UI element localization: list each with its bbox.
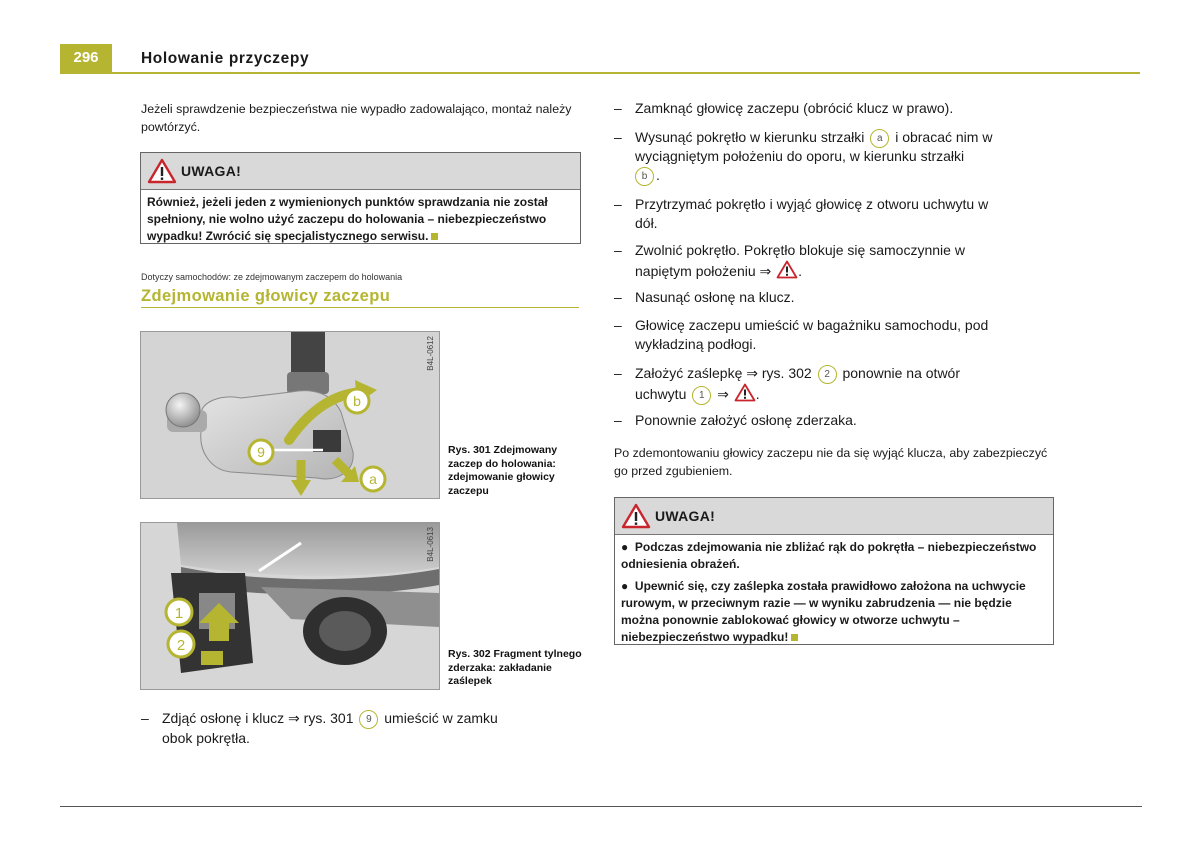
svg-text:2: 2 <box>176 637 186 654</box>
svg-text:1: 1 <box>174 605 184 622</box>
step-line: dół. <box>635 215 658 231</box>
warning-box-2 <box>614 497 1054 645</box>
step-text: ⇒ <box>717 386 729 402</box>
warning-text <box>615 535 1053 651</box>
step-remove-key <box>141 709 581 749</box>
svg-text:a: a <box>369 471 377 487</box>
step-line <box>635 260 802 282</box>
warning-item-text: Upewnić się, czy zaślepka została prawidłowo założona na uchwycie rurowym, w przeciwnym razie — w wyniku zabrudzenia — nie będzie można ponownie zablokować głowicy w otworze uchwytu – niebezpieczeństwo wypadku! <box>621 579 1026 644</box>
step-text: Ponownie założyć osłonę zderzaka. <box>635 412 857 428</box>
section-title: Zdejmowanie głowicy zaczepu <box>141 287 391 305</box>
warning-text-content: Również, jeżeli jeden z wymienionych punktów sprawdzania nie został spełniony, nie wolno użyć zaczepu do holowania – niebezpieczeństwo wypadku! Zwrócić się specjalistycznego serwisu. <box>147 195 548 243</box>
footer-rule <box>60 806 1142 807</box>
step-text: . <box>755 386 760 402</box>
step-remove-head <box>614 195 1054 235</box>
intro-paragraph: Jeżeli sprawdzenie bezpieczeństwa nie wypadło zadowalająco, montaż należy powtórzyć. <box>141 102 572 134</box>
step-line <box>635 128 992 148</box>
step-line <box>162 709 498 729</box>
warning-triangle-icon <box>147 158 177 184</box>
figure-302 <box>140 522 440 690</box>
label-b <box>345 389 369 413</box>
callout-1: 1 <box>692 386 711 405</box>
warning-title: UWAGA! <box>181 163 242 179</box>
figure-code: B4L-0612 <box>426 336 435 371</box>
step-text: Założyć zaślepkę ⇒ rys. 302 <box>635 365 812 381</box>
bumper-illustration <box>141 523 439 689</box>
step-text: Nasunąć osłonę na klucz. <box>635 289 795 305</box>
step-pull-knob <box>614 128 1054 188</box>
step-dash: – <box>141 710 149 726</box>
warning-header <box>615 498 1053 535</box>
svg-text:9: 9 <box>257 444 265 460</box>
step-dash: – <box>614 100 622 116</box>
step-text: Wysunąć pokrętło w kierunku strzałki <box>635 129 865 145</box>
step-text: . <box>656 167 660 183</box>
chapter-title: Holowanie przyczepy <box>141 50 310 67</box>
header-rule <box>60 72 1140 74</box>
tow-hitch-illustration <box>141 332 439 498</box>
warning-header <box>141 153 580 190</box>
warning-item-text: Podczas zdejmowania nie zbliżać rąk do pokrętła – niebezpieczeństwo odniesienia obrażeń. <box>621 540 1037 571</box>
step-release-knob <box>614 241 1054 283</box>
warning-item <box>621 578 1047 646</box>
warning-item <box>621 539 1047 573</box>
applicability-note: Dotyczy samochodów: ze zdejmowanym zaczepem do holowania <box>141 272 403 282</box>
step-fit-cap <box>614 364 1054 406</box>
step-line: Przytrzymać pokrętło i wyjąć głowicę z otworu uchwytu w <box>635 196 989 212</box>
figure-301 <box>140 331 440 499</box>
end-square-icon <box>431 233 438 240</box>
step-dash: – <box>614 412 622 428</box>
step-line: wykładziną podłogi. <box>635 336 757 352</box>
step-text: ponownie na otwór <box>842 365 961 381</box>
callout-b: b <box>635 167 654 186</box>
step-text: Zamknąć głowicę zaczepu (obrócić klucz w prawo). <box>635 100 954 116</box>
step-dash: – <box>614 365 622 381</box>
warning-triangle-icon <box>621 503 651 529</box>
warning-title: UWAGA! <box>655 508 716 524</box>
callout-a: a <box>870 129 889 148</box>
step-slide-cover <box>614 288 1054 308</box>
info-paragraph: Po zdemontowaniu głowicy zaczepu nie da się wyjąć klucza, aby zabezpieczyć go przed zgubieniem. <box>614 446 1048 478</box>
step-dash: – <box>614 196 622 212</box>
step-line <box>635 166 660 186</box>
step-close-head <box>614 99 1054 119</box>
step-line <box>635 364 960 384</box>
svg-text:b: b <box>353 393 361 409</box>
step-refit-cover <box>614 411 1054 431</box>
step-dash: – <box>614 242 622 258</box>
step-line: Głowicę zaczepu umieścić w bagażniku samochodu, pod <box>635 317 989 333</box>
step-dash: – <box>614 129 622 145</box>
step-text: Zdjąć osłonę i klucz ⇒ rys. 301 <box>162 710 354 726</box>
step-line: wyciągniętym położeniu do oporu, w kierunku strzałki <box>635 148 965 164</box>
figure-302-caption: Rys. 302 Fragment tylnego zderzaka: zakładanie zaślepek <box>448 648 582 687</box>
step-text: uchwytu <box>635 386 687 402</box>
bullet-icon: ● <box>621 579 629 593</box>
figure-code: B4L-0613 <box>426 527 435 562</box>
step-text: i obracać nim w <box>895 129 993 145</box>
step-text: umieścić w zamku <box>384 710 498 726</box>
bullet-icon: ● <box>621 540 629 554</box>
callout-9: 9 <box>359 710 378 729</box>
step-dash: – <box>614 317 622 333</box>
label-2 <box>168 631 194 657</box>
end-square-icon <box>791 634 798 641</box>
callout-2: 2 <box>818 365 837 384</box>
step-text: . <box>798 263 803 279</box>
step-text: napiętym położeniu ⇒ <box>635 263 772 279</box>
step-line: Zwolnić pokrętło. Pokrętło blokuje się samoczynnie w <box>635 242 965 258</box>
step-line <box>635 383 760 405</box>
warning-triangle-icon <box>734 383 756 402</box>
label-9 <box>249 440 273 464</box>
figure-301-caption: Rys. 301 Zdejmowany zaczep do holowania: zdejmowanie głowicy zaczepu <box>448 444 558 497</box>
step-dash: – <box>614 289 622 305</box>
warning-box-1 <box>140 152 581 244</box>
section-rule <box>141 307 579 308</box>
page-number: 296 <box>60 44 112 72</box>
label-a <box>361 467 385 491</box>
step-store-head <box>614 316 1054 356</box>
warning-triangle-icon <box>776 260 798 279</box>
warning-text <box>141 190 580 250</box>
step-line: obok pokrętła. <box>162 730 250 746</box>
label-1 <box>166 599 192 625</box>
